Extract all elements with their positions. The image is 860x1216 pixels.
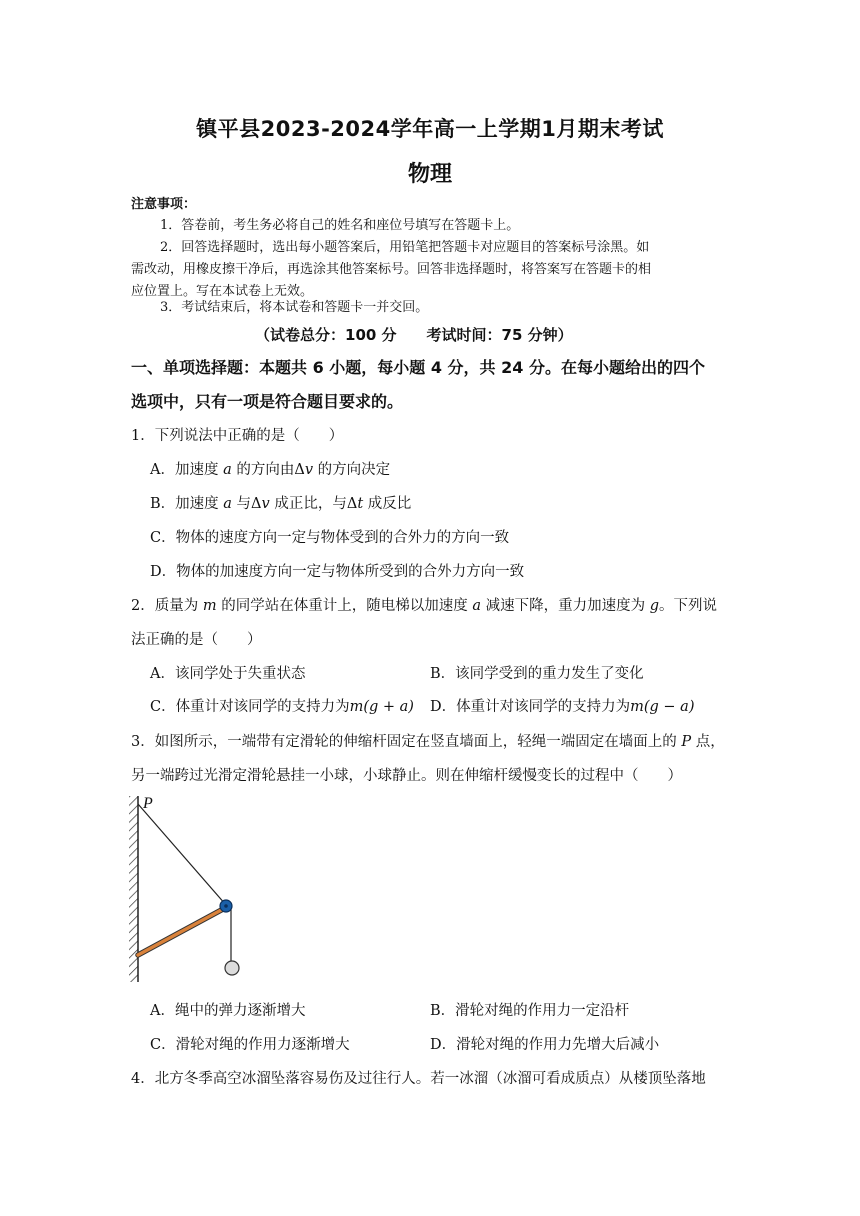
q2-option-a: A．该同学处于失重状态 — [150, 666, 306, 682]
notice-heading: 注意事项： — [131, 197, 197, 212]
section1-heading-line2: 选项中，只有一项是符合题目要求的。 — [131, 392, 404, 411]
q3-option-c: C．滑轮对绳的作用力逐渐增大 — [150, 1037, 350, 1053]
q2-option-c: C．体重计对该同学的支持力为m(g + a) — [150, 699, 414, 715]
q4-stem-line1: 4．北方冬季高空冰溜坠落容易伤及过往行人。若一冰溜（冰溜可看成质点）从楼顶坠落地 — [131, 1071, 706, 1087]
notice-item-1: 1．答卷前，考生务必将自己的姓名和座位号填写在答题卡上。 — [160, 218, 520, 233]
subject-title: 物理 — [407, 162, 452, 187]
q3-stem-line2: 另一端跨过光滑定滑轮悬挂一小球，小球静止。则在伸缩杆缓慢变长的过程中（ ） — [131, 768, 682, 784]
q3-option-b: B．滑轮对绳的作用力一定沿杆 — [430, 1003, 630, 1019]
q3-option-d: D．滑轮对绳的作用力先增大后减小 — [430, 1037, 660, 1053]
ball — [225, 961, 239, 975]
q2-option-d: D．体重计对该同学的支持力为m(g − a) — [430, 699, 695, 715]
q3-figure — [125, 792, 255, 987]
q1-option-b: B．加速度 a 与Δv 成正比，与Δt 成反比 — [150, 496, 412, 512]
q1-option-d: D．物体的加速度方向一定与物体所受到的合外力方向一致 — [150, 564, 525, 580]
rope-upper — [138, 804, 226, 905]
notice-item-3: 3．考试结束后，将本试卷和答题卡一并交回。 — [160, 300, 429, 315]
q3-stem-line1: 3．如图所示，一端带有定滑轮的伸缩杆固定在竖直墙面上，轻绳一端固定在墙面上的 P 点， — [131, 734, 725, 750]
q3-option-a: A．绳中的弹力逐渐增大 — [150, 1003, 306, 1019]
pulley-axle — [224, 904, 228, 908]
q1-option-a: A．加速度 a 的方向由Δv 的方向决定 — [150, 462, 391, 478]
q1-option-c: C．物体的速度方向一定与物体受到的合外力的方向一致 — [150, 530, 510, 546]
notice-item-2: 2．回答选择题时，选出每小题答案后，用铅笔把答题卡对应题目的答案标号涂黑。如 — [160, 240, 650, 255]
q2-stem-line2: 法正确的是（ ） — [131, 632, 262, 648]
q2-stem-line1: 2．质量为 m 的同学站在体重计上，随电梯以加速度 a 减速下降，重力加速度为 g。下列说 — [131, 598, 717, 614]
point-p-label: P — [143, 795, 153, 812]
telescopic-rod-fill — [138, 908, 225, 955]
q1-stem: 1．下列说法中正确的是（ ） — [131, 428, 344, 444]
section1-heading-line1: 一、单项选择题：本题共 6 小题，每小题 4 分，共 24 分。在每小题给出的四个 — [131, 358, 705, 377]
exam-title: 镇平县2023-2024学年高一上学期1月期末考试 — [196, 117, 664, 141]
exam-info: （试卷总分：100 分 考试时间：75 分钟） — [255, 326, 573, 344]
q2-option-b: B．该同学受到的重力发生了变化 — [430, 666, 644, 682]
notice-item-2-cont: 需改动，用橡皮擦干净后，再选涂其他答案标号。回答非选择题时，将答案写在答题卡的相 — [131, 262, 652, 277]
notice-item-2-cont2: 应位置上。写在本试卷上无效。 — [131, 284, 314, 299]
